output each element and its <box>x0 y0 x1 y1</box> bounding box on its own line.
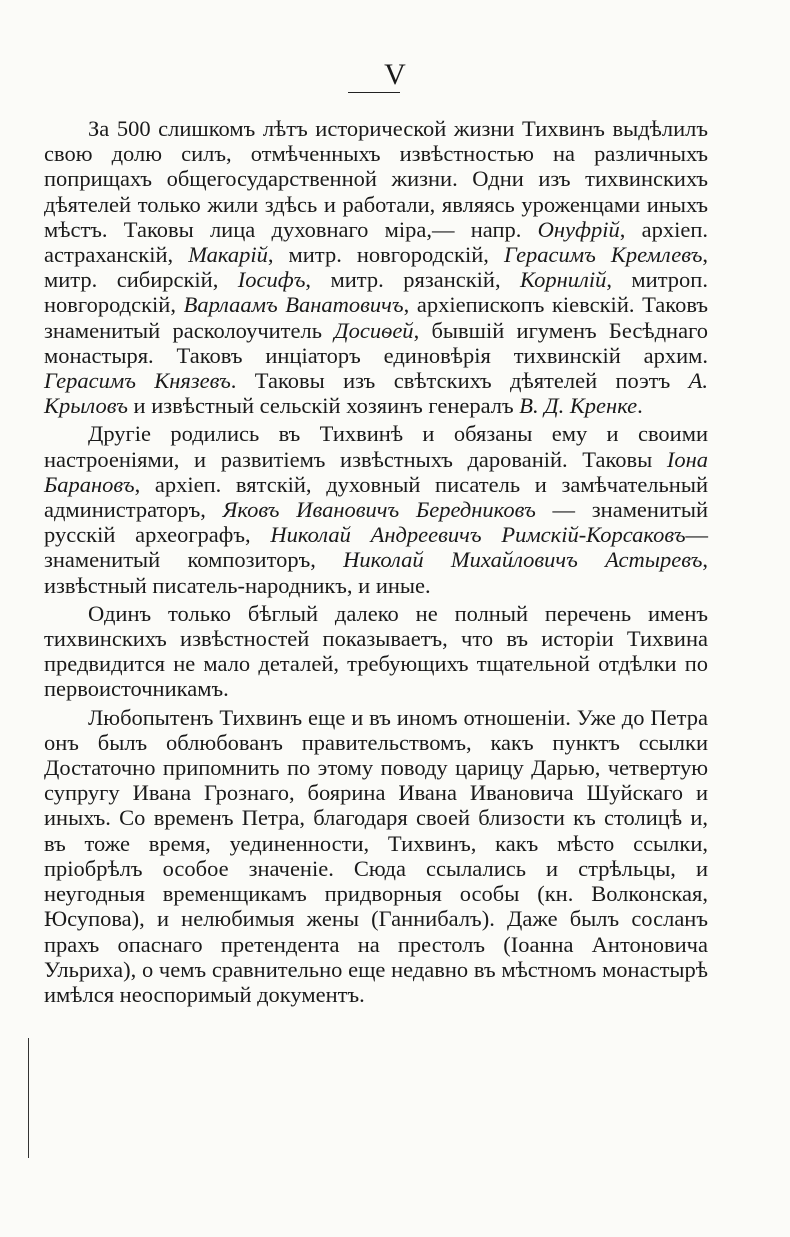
italic-name: Варлаамъ Ванатовичъ <box>183 292 404 318</box>
text-run: Другіе родились въ Тихвинѣ и обязаны ему и своими настроеніями, и развитіемъ извѣстныхъ дарованій. Таковы <box>44 421 708 472</box>
text-run: , митр. рязанскій, <box>305 267 521 293</box>
italic-name: Іона Барановъ <box>44 446 708 497</box>
text-run: —знаменитый композиторъ, <box>44 522 708 573</box>
paragraph-2 <box>44 421 708 597</box>
italic-name: Онуфрій <box>537 216 620 242</box>
text-run: и извѣстный сельскій хозяинъ генералъ <box>127 393 520 419</box>
italic-name: Герасимъ Князевъ <box>44 368 231 394</box>
italic-name: Корнилій <box>520 267 607 293</box>
text-run: , бывшій игуменъ Бесѣднаго монастыря. Таковъ инціаторъ единовѣрія тихвинскій архим. <box>44 317 708 368</box>
text-run: , архіеп. вятскій, духовный писатель и замѣчательный администраторъ, <box>44 471 708 523</box>
italic-name: Макарій <box>188 242 268 268</box>
text-run: . Таковы изъ свѣтскихъ дѣятелей поэтъ <box>230 368 689 394</box>
paragraph-1 <box>44 116 708 418</box>
text-run: , архіеп. астраханскій, <box>44 216 708 268</box>
italic-name: Іосифъ <box>237 267 306 293</box>
margin-pencil-mark <box>28 1038 37 1158</box>
text-run: , извѣстный писатель-народникъ, и иные. <box>44 547 709 598</box>
italic-name: Николай Андреевичъ Римскій-Корсаковъ <box>270 522 686 548</box>
paragraph-4 <box>44 705 708 1007</box>
italic-name: В. Д. Кренке <box>519 393 638 419</box>
page-number-underline <box>348 92 400 93</box>
paragraph-3 <box>44 601 708 702</box>
text-run: . <box>637 393 643 419</box>
italic-name: Герасимъ Кремлевъ <box>503 242 703 268</box>
italic-name: Яковъ Ивановичъ Бередниковъ <box>222 497 536 523</box>
text-run: Любопытенъ Тихвинъ еще и въ иномъ отношеніи. Уже до Петра онъ былъ облюбованъ правительствомъ, какъ пунктъ ссылки Достаточно припомнить по этому поводу царицу Дарью, четвертую супругу Ивана Грознаго, боярина Ивана Ивановича Шуйскаго и иныхъ. Со временъ Петра, благодаря своей близости къ столицѣ и, въ тоже время, уединенности, Тихвинъ, какъ мѣсто ссылки, пріобрѣлъ особое значеніе. Сюда ссылались и стрѣльцы, и неугодныя временщикамъ придворныя особы (кн. Волконская, Юсупова), и нелюбимыя жены (Ганнибалъ). Даже былъ сосланъ прахъ опаснаго претендента на престолъ (Іоанна Антоновича Ульриха), о чемъ сравнительно еще недавно въ мѣстномъ монастырѣ имѣлся неоспоримый документъ. <box>44 704 708 1007</box>
italic-name: Досиѳей <box>334 317 414 343</box>
text-run: За 500 слишкомъ лѣтъ исторической жизни Тихвинъ выдѣлилъ свою долю силъ, отмѣченныхъ извѣстностью на различныхъ поприщахъ общегосударственной жизни. Одни изъ тихвинскихъ дѣятелей только жили здѣсь и работали, являясь уроженцами иныхъ мѣстъ. Таковы лица духовнаго міра,— напр. <box>44 116 708 242</box>
text-run: , митр. новгородскій, <box>267 242 504 268</box>
text-run: — знаменитый русскій археографъ, <box>44 497 708 548</box>
text-run: , митр. сибирскій, <box>44 242 709 293</box>
page-number: V <box>384 58 406 91</box>
text-run: , митроп. новгородскій, <box>44 267 708 318</box>
italic-name: А. Крыловъ <box>44 368 708 419</box>
text-run: Одинъ только бѣглый далеко не полный перечень именъ тихвинскихъ извѣстностей показываетъ, что въ исторіи Тихвина предвидится не мало деталей, требующихъ тщательной отдѣлки по первоисточникамъ. <box>44 600 708 702</box>
body-text <box>44 116 708 1010</box>
text-run: , архіепископъ кіевскій. Таковъ знаменитый расколоучитель <box>44 292 709 343</box>
italic-name: Николай Михайловичъ Астыревъ <box>343 547 703 573</box>
